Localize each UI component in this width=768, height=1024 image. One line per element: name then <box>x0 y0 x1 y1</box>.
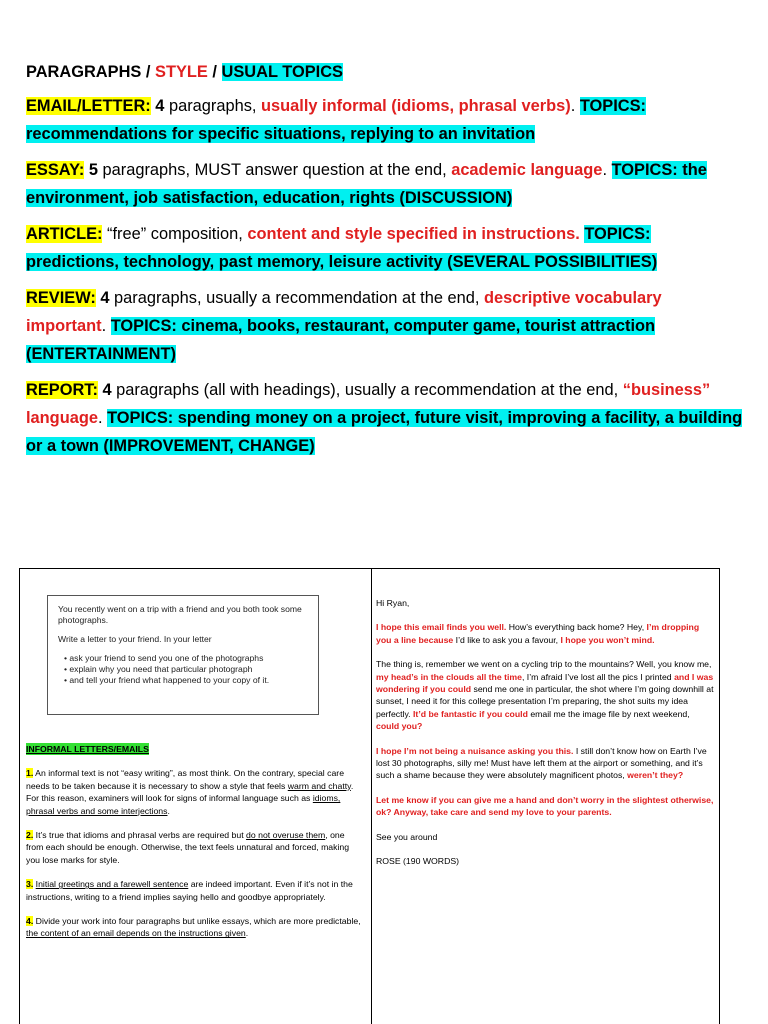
review-entry: REVIEW: 4 paragraphs, usually a recommendation at the end, descriptive vocabulary important. TOPICS: cinema, books, restaurant, computer game, tourist attraction (ENTERTAINMENT) <box>26 289 662 363</box>
note-4: 4. Divide your work into four paragraphs but unlike essays, which are more predictable, the content of an email depends on the instructions given. <box>26 916 361 939</box>
note-1: 1. An informal text is not “easy writing”, as most think. On the contrary, special care needs to be taken because it is necessary to show a style that feels warm and chatty. For this reason, examiners will look for signs of informal language such as idioms, phrasal verbs and some interjections. <box>26 768 354 816</box>
email-topics: TOPICS: recommendations for specific situations, replying to an invitation <box>26 97 646 143</box>
sample-letter <box>376 597 714 880</box>
letter-greeting: Hi Ryan, <box>376 598 410 608</box>
letter-closing: See you around <box>376 831 438 842</box>
letter-paragraph-1: I hope this email finds you well. How’s everything back home? Hey, I’m dropping you a line because I’d like to ask you a favour, I hope you won’t mind. <box>376 622 700 645</box>
email-letter-entry: EMAIL/LETTER: 4 paragraphs, usually informal (idioms, phrasal verbs). TOPICS: recommendations for specific situations, replying to an invitation <box>26 97 646 143</box>
task-bullet: • explain why you need that particular photograph <box>64 664 308 675</box>
example-table <box>19 568 720 1024</box>
review-topics: TOPICS: cinema, books, restaurant, computer game, tourist attraction (ENTERTAINMENT) <box>26 317 656 363</box>
informal-notes <box>26 743 364 952</box>
task-box <box>47 595 319 715</box>
note-3: 3. Initial greetings and a farewell sentence are indeed important. Even if it’s not in the instructions, writing to a friend implies saying hello and goodbye appropriately. <box>26 879 353 902</box>
letter-paragraph-3: I hope I’m not being a nuisance asking you this. I still don’t know how on Earth I’ve lost 30 photographs, silly me! Must have left them at the airport or something, and it’s such a shame because they were absolutely magnificent photos, weren’t they? <box>376 745 707 781</box>
column-divider <box>371 569 372 1024</box>
letter-signature: ROSE (190 WORDS) <box>376 856 460 867</box>
review-label: REVIEW: <box>26 289 96 307</box>
notes-heading: INFORMAL LETTERS/EMAILS <box>26 744 149 754</box>
letter-paragraph-2: The thing is, remember we went on a cycling trip to the mountains? Well, you know me, my head’s in the clouds all the time, I’m afraid I’ve lost all the pics I printed and I was wondering if you could send me one in particular, the shot where I’m going downhill at sunset, I need it for this college presentation I’m preparing, the shot suits my idea perfectly. It’d be fantastic if you could email me the image file by next weekend, could you? <box>376 659 714 732</box>
email-label: EMAIL/LETTER: <box>26 97 151 115</box>
article-entry: ARTICLE: “free” composition, content and style specified in instructions. TOPICS: predictions, technology, past memory, leisure activity (SEVERAL POSSIBILITIES) <box>26 225 658 271</box>
report-topics: TOPICS: spending money on a project, future visit, improving a facility, a building or a town (IMPROVEMENT, CHANGE) <box>26 409 743 455</box>
title-style: STYLE <box>155 63 208 81</box>
task-bullets <box>58 653 308 686</box>
task-bullet: • and tell your friend what happened to your copy of it. <box>64 675 308 686</box>
essay-topics: TOPICS: the environment, job satisfaction, education, rights (DISCUSSION) <box>26 161 707 207</box>
title-usual-topics: USUAL TOPICS <box>221 63 343 81</box>
task-line-2: Write a letter to your friend. In your letter <box>58 634 212 644</box>
task-line-1: You recently went on a trip with a friend and you both took some photographs. <box>58 604 302 625</box>
summary-section <box>26 58 746 468</box>
article-label: ARTICLE: <box>26 225 103 243</box>
report-entry: REPORT: 4 paragraphs (all with headings), usually a recommendation at the end, “business” language. TOPICS: spending money on a project, future visit, improving a facility, a building or a town (IMPROVEMENT, CHANGE) <box>26 381 743 455</box>
letter-paragraph-4: Let me know if you can give me a hand and don’t worry in the slightest otherwise, ok? Anyway, take care and send my love to your parents. <box>376 794 714 818</box>
essay-entry: ESSAY: 5 paragraphs, MUST answer question at the end, academic language. TOPICS: the environment, job satisfaction, education, rights (DISCUSSION) <box>26 161 707 207</box>
note-2: 2. It’s true that idioms and phrasal verbs are required but do not overuse them, one from each should be enough. Otherwise, the text feels unnatural and forced, making you lose marks for style. <box>26 830 350 865</box>
page-title: PARAGRAPHS / STYLE / USUAL TOPICS <box>26 63 343 81</box>
report-label: REPORT: <box>26 381 98 399</box>
article-topics: TOPICS: predictions, technology, past memory, leisure activity (SEVERAL POSSIBILITIES) <box>26 225 658 271</box>
essay-label: ESSAY: <box>26 161 85 179</box>
task-bullet: • ask your friend to send you one of the photographs <box>64 653 308 664</box>
title-paragraphs: PARAGRAPHS <box>26 63 142 81</box>
